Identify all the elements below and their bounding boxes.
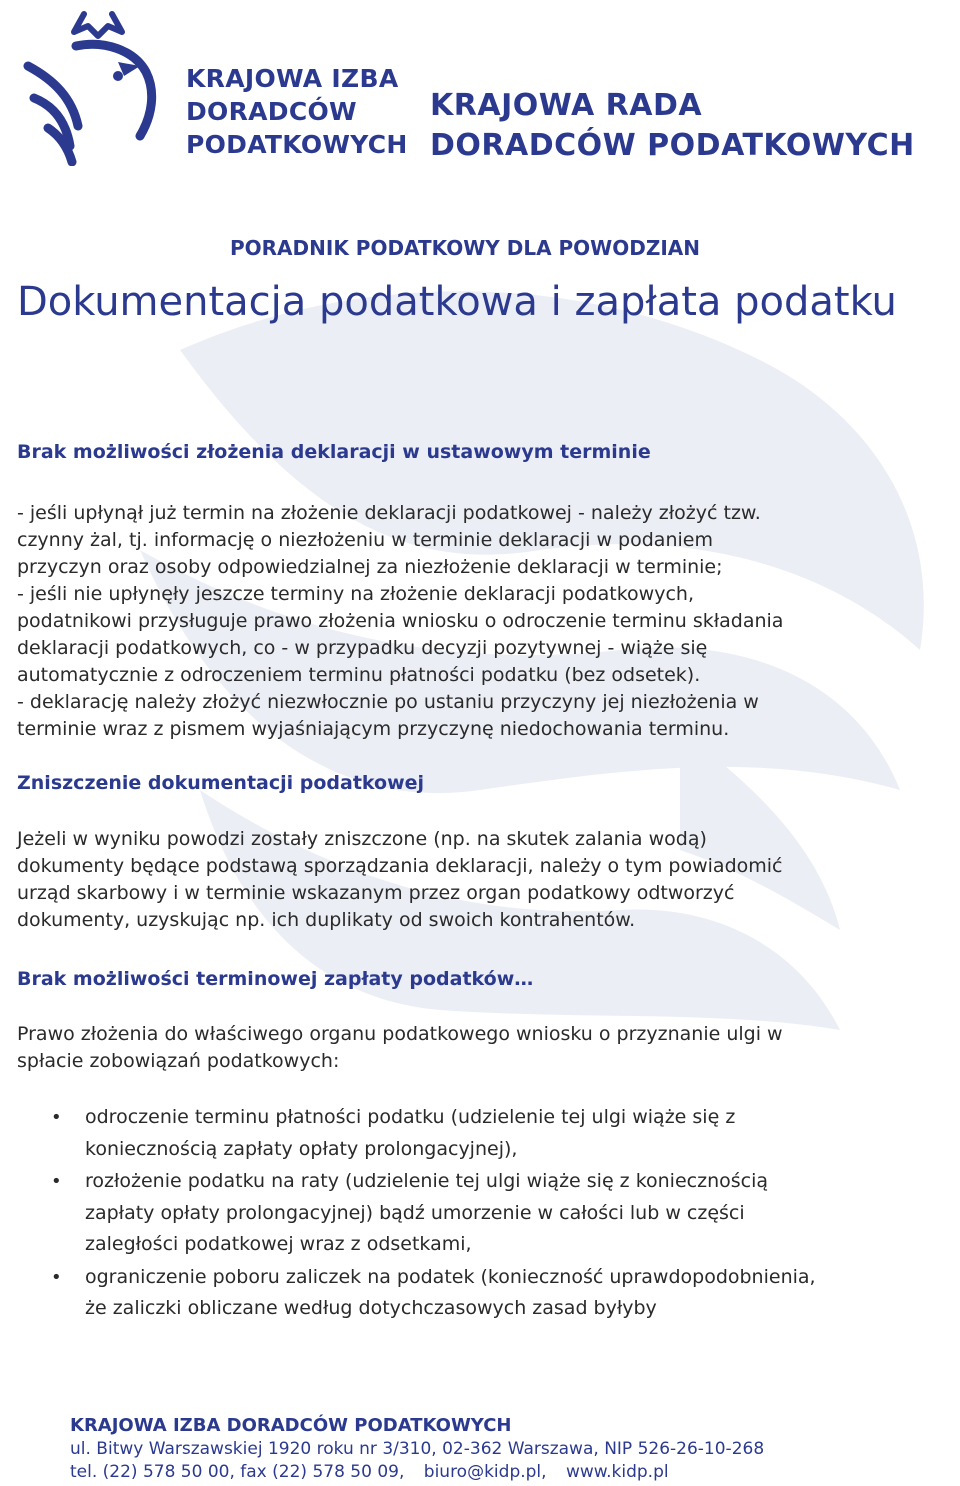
footer-address: ul. Bitwy Warszawskiej 1920 roku nr 3/310, 02-362 Warszawa, NIP 526-26-10-268 <box>70 1439 765 1459</box>
text-line: spłacie zobowiązań podatkowych: <box>17 1050 340 1072</box>
krdp-line: KRAJOWA RADA <box>430 88 703 123</box>
text-line: czynny żal, tj. informację o niezłożeniu w terminie deklaracji w podaniem <box>17 529 713 551</box>
footer-email-link[interactable]: biuro@kidp.pl, <box>423 1462 547 1482</box>
letterhead <box>0 0 960 200</box>
section-body-deadline <box>17 500 947 743</box>
kidp-logo-line: KRAJOWA IZBA <box>186 64 399 93</box>
text-line: - jeśli nie upłynęły jeszcze terminy na złożenie deklaracji podatkowych, <box>17 583 694 605</box>
text-line: podatnikowi przysługuje prawo złożenia wniosku o odroczenie terminu składania <box>17 610 784 632</box>
text-line: że zaliczki obliczane według dotychczasowych zasad byłyby <box>85 1297 657 1319</box>
kidp-logo-line: DORADCÓW <box>186 97 357 126</box>
footer-website-link[interactable]: www.kidp.pl <box>565 1462 669 1482</box>
text-line: odroczenie terminu płatności podatku (udzielenie tej ulgi wiąże się z <box>85 1106 736 1128</box>
section-heading-documentation: Zniszczenie dokumentacji podatkowej <box>17 772 425 794</box>
footer-org-name: KRAJOWA IZBA DORADCÓW PODATKOWYCH <box>70 1415 512 1436</box>
text-line: ograniczenie poboru zaliczek na podatek (konieczność uprawdopodobnienia, <box>85 1265 816 1288</box>
kidp-logo-line: PODATKOWYCH <box>186 130 408 159</box>
bullet-icon: • <box>51 1107 62 1128</box>
crowned-eagle-logo-icon <box>14 6 184 166</box>
section-body-documentation <box>17 826 947 934</box>
document-subtitle: PORADNIK PODATKOWY DLA POWODZIAN <box>230 236 700 260</box>
text-line: - jeśli upłynął już termin na złożenie deklaracji podatkowej - należy złożyć tzw. <box>17 502 761 524</box>
section-heading-payment: Brak możliwości terminowej zapłaty podatków… <box>17 968 534 990</box>
bullet-icon: • <box>51 1266 62 1288</box>
list-item <box>17 1102 937 1165</box>
page-title: Dokumentacja podatkowa i zapłata podatku <box>17 279 897 325</box>
footer-phone: tel. (22) 578 50 00, fax (22) 578 50 09, <box>70 1462 405 1482</box>
text-line: Jeżeli w wyniku powodzi zostały zniszczone (np. na skutek zalania wodą) <box>17 828 707 850</box>
bullet-icon: • <box>51 1171 62 1192</box>
section-intro-payment <box>17 1021 947 1075</box>
list-item <box>17 1166 937 1261</box>
text-line: automatycznie z odroczeniem terminu płatności podatku (bez odsetek). <box>17 664 701 686</box>
text-line: deklaracji podatkowych, co - w przypadku decyzji pozytywnej - wiąże się <box>17 637 708 659</box>
list-item <box>17 1262 937 1325</box>
text-line: zapłaty opłaty prolongacyjnej) bądź umorzenie w całości lub w części <box>85 1201 745 1224</box>
krdp-heading <box>430 86 915 166</box>
text-line: dokumenty, uzyskując np. ich duplikaty od swoich kontrahentów. <box>17 909 636 931</box>
text-line: koniecznością zapłaty opłaty prolongacyjnej), <box>85 1137 518 1160</box>
text-line: terminie wraz z pismem wyjaśniającym przyczynę niedochowania terminu. <box>17 718 730 740</box>
text-line: - deklarację należy złożyć niezwłocznie po ustaniu przyczyny jej niezłożenia w <box>17 691 759 713</box>
text-line: Prawo złożenia do właściwego organu podatkowego wniosku o przyznanie ulgi w <box>17 1023 783 1045</box>
kidp-logo-text <box>186 62 408 161</box>
footer <box>70 1414 764 1484</box>
text-line: urząd skarbowy i w terminie wskazanym przez organ podatkowy odtworzyć <box>17 882 735 904</box>
text-line: dokumenty będące podstawą sporządzania deklaracji, należy o tym powiadomić <box>17 855 783 877</box>
section-heading-deadline: Brak możliwości złożenia deklaracji w ustawowym terminie <box>17 441 651 463</box>
text-line: zaległości podatkowej wraz z odsetkami, <box>85 1233 472 1255</box>
relief-options-list <box>17 1102 937 1326</box>
krdp-line: DORADCÓW PODATKOWYCH <box>430 128 915 163</box>
footer-contact <box>70 1461 764 1484</box>
text-line: rozłożenie podatku na raty (udzielenie tej ulgi wiąże się z koniecznością <box>85 1170 769 1192</box>
text-line: przyczyn oraz osoby odpowiedzialnej za niezłożenie deklaracji w terminie; <box>17 556 723 578</box>
